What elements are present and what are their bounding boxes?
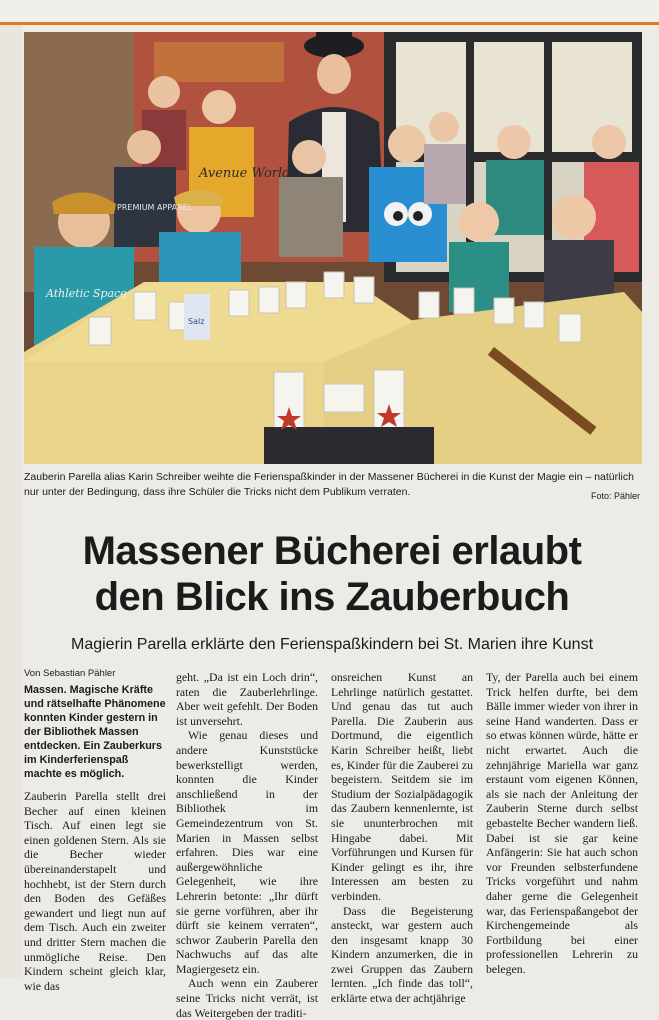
body-paragraph: geht. „Da ist ein Loch drin“, raten die Zauberlehrlinge. Aber weit gefehlt. Der Boden ist unversehrt. — [176, 670, 318, 728]
article-photo — [24, 32, 642, 464]
body-paragraph: onsreichen Kunst an Lehrlinge natürlich gestattet. Und genau das tut auch Parella. Die Zauberin aus Dortmund, die eigentlich Karin Schreiber heißt, liebt es, Kinder für die Zauberei zu begeistern. Seitdem sie im Studium der Sozialpädagogik das Zaubern kennenlernte, ist sie ununterbrochen mit Hingabe dabei. Mit Vorführungen und Kursen für Kinder gelingt es ihr, ihre Interessen am besten zu verbinden. — [331, 670, 473, 903]
headline — [24, 528, 640, 620]
subheadline: Magierin Parella erklärte den Ferienspaßkindern bei St. Marien ihre Kunst — [70, 636, 594, 653]
headline-line-2: den Blick ins Zauberbuch — [94, 575, 570, 619]
page-top-rule — [0, 0, 659, 25]
article-column-4 — [486, 670, 638, 976]
lead-paragraph: Massen. Magische Kräfte und rätselhafte Phänomene konnten Kinder gestern in der Bibliothek Massen entdecken. Ein Zauberkurs im Kinderferienspaß machte es möglich. — [24, 684, 166, 780]
photo-credit: Foto: Pähler — [590, 491, 640, 501]
shirt-text-3: Athletic Space — [46, 287, 127, 300]
article-column-1 — [24, 683, 166, 993]
article-column-2 — [176, 670, 318, 1020]
photo-caption — [24, 470, 640, 504]
adjacent-page-strip — [0, 25, 22, 978]
shirt-text-2: PREMIUM APPAREL — [117, 203, 193, 212]
headline-line-1: Massener Bücherei erlaubt — [82, 529, 582, 573]
body-paragraph: Ty, der Parella auch bei einem Trick helfen durfte, bei dem Bälle immer wieder von ihrer in seine Hand wanderten. Dass er so etwas können würde, hätte er nicht erwartet. Auch die zehnjährige Mariella war ganz erstaunt vom eigenen Können, als sie nach der Anleitung der Zauberin Sterne durch selbst gebastelte Becher wandern ließ. Dabei ist sie gar keine Anfängerin: Sie hat auch schon vor Freunden selbsterfundene Tricks vorgeführt und nahm daher gerne die Gelegenheit war, das Ferienspaßangebot der Kirchengemeinde als Fortbildung bei einer professionellen Lehrerin zu belegen. — [486, 670, 638, 976]
photo-illustration — [24, 32, 642, 464]
caption-text: Zauberin Parella alias Karin Schreiber weihte die Ferienspaßkinder in der Massener Bücherei in die Kunst der Magie ein – natürlich nur unter der Bedingung, dass ihre Schüler die Tricks nicht dem Publikum verraten. — [24, 471, 634, 498]
byline: Von Sebastian Pähler — [24, 668, 116, 679]
shirt-text-1: Avenue World — [199, 166, 291, 181]
body-paragraph: Wie genau dieses und andere Kunststücke bewerkstelligt werden, konnten die Kinder anschließend in der Bibliothek im Gemeindezentrum von St. Marien in Massen selbst erfahren. Dies war eine außergewöhnliche Gelegenheit, wie ihre Lehrerin betonte: „Ihr dürft sie gerne vorführen, aber ihr dürft sie keinem verraten“, schwor Zauberin Parella den Nachwuchs auf das alte Magiergesetz ein. — [176, 728, 318, 976]
article-column-3 — [331, 670, 473, 1006]
body-paragraph: Dass die Begeisterung ansteckt, war gestern auch den insgesamt knapp 30 Kindern anzumerken, die in zwei Gruppen das Zaubern lernten. „Ich finde das toll“, erklärte etwa der achtjährige — [331, 903, 473, 1006]
body-paragraph: Auch wenn ein Zauberer seine Tricks nicht verrät, ist das Weitergeben der traditi- — [176, 976, 318, 1020]
salt-box-text: Salz — [188, 317, 205, 326]
body-paragraph: Zauberin Parella stellt drei Becher auf einen kleinen Tisch. Auf einen legt sie einen goldenen Stern. Als sie die Becher wieder übereinanderstapelt und hochhebt, ist der Stern durch den Boden des Gefäßes gewandert und liegt nun auf dem Tisch. Auch ein zweiter und dritter Stern machen die unmögliche Reise. Den Kindern scheint gleich klar, wie das — [24, 789, 166, 993]
